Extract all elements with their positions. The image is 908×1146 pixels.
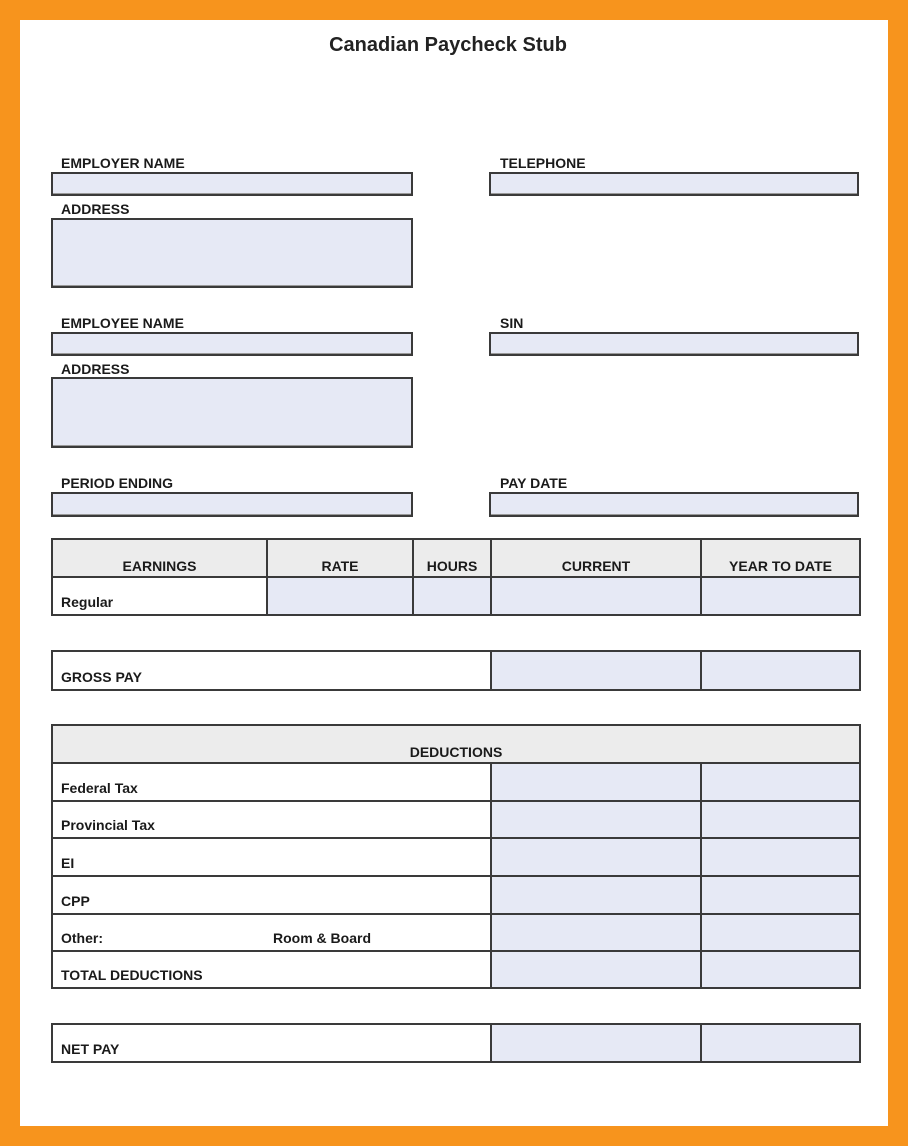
table-row <box>52 651 860 690</box>
employee-name-label: EMPLOYEE NAME <box>61 315 184 331</box>
hours-header: HOURS <box>413 539 491 577</box>
period-ending-label: PERIOD ENDING <box>61 475 174 491</box>
total-deductions-current-field[interactable] <box>491 951 701 988</box>
regular-ytd-field[interactable] <box>701 577 860 615</box>
other-value: Room & Board <box>273 930 371 946</box>
table-row <box>52 801 860 838</box>
sin-field[interactable] <box>489 332 859 356</box>
other-current-field[interactable] <box>491 914 701 951</box>
table-row <box>52 1024 860 1062</box>
ei-ytd-field[interactable] <box>701 838 860 876</box>
earnings-header-row <box>52 539 860 577</box>
employer-name-label: EMPLOYER NAME <box>61 155 185 171</box>
gross-pay-table <box>51 650 861 691</box>
current-header: CURRENT <box>491 539 701 577</box>
cpp-ytd-field[interactable] <box>701 876 860 914</box>
gross-pay-current-field[interactable] <box>491 651 701 690</box>
other-deduction-cell <box>52 914 491 951</box>
table-row <box>52 876 860 914</box>
telephone-label: TELEPHONE <box>500 155 586 171</box>
earnings-table <box>51 538 861 616</box>
table-row <box>52 763 860 801</box>
ei-current-field[interactable] <box>491 838 701 876</box>
regular-label: Regular <box>52 577 267 615</box>
table-row <box>52 914 860 951</box>
period-ending-field[interactable] <box>51 492 413 517</box>
federal-tax-current-field[interactable] <box>491 763 701 801</box>
employee-address-label: ADDRESS <box>61 361 130 377</box>
provincial-tax-ytd-field[interactable] <box>701 801 860 838</box>
other-ytd-field[interactable] <box>701 914 860 951</box>
provincial-tax-label: Provincial Tax <box>52 801 491 838</box>
net-pay-table <box>51 1023 861 1063</box>
gross-pay-ytd-field[interactable] <box>701 651 860 690</box>
deductions-header-row <box>52 725 860 763</box>
pay-date-label: PAY DATE <box>500 475 568 491</box>
table-row <box>52 577 860 615</box>
net-pay-current-field[interactable] <box>491 1024 701 1062</box>
net-pay-ytd-field[interactable] <box>701 1024 860 1062</box>
cpp-current-field[interactable] <box>491 876 701 914</box>
federal-tax-ytd-field[interactable] <box>701 763 860 801</box>
earnings-header: EARNINGS <box>52 539 267 577</box>
employee-name-field[interactable] <box>51 332 413 356</box>
ytd-header: YEAR TO DATE <box>701 539 860 577</box>
regular-rate-field[interactable] <box>267 577 413 615</box>
deductions-header: DEDUCTIONS <box>52 725 860 763</box>
total-deductions-ytd-field[interactable] <box>701 951 860 988</box>
total-deductions-label: TOTAL DEDUCTIONS <box>52 951 491 988</box>
other-label: Other: <box>61 930 103 946</box>
employer-address-label: ADDRESS <box>61 201 130 217</box>
sin-label: SIN <box>500 315 524 331</box>
rate-header: RATE <box>267 539 413 577</box>
cpp-label: CPP <box>52 876 491 914</box>
deductions-table <box>51 724 861 989</box>
employer-name-field[interactable] <box>51 172 413 196</box>
federal-tax-label: Federal Tax <box>52 763 491 801</box>
net-pay-label: NET PAY <box>52 1024 491 1062</box>
ei-label: EI <box>52 838 491 876</box>
employee-address-field[interactable] <box>51 377 413 448</box>
table-row <box>52 951 860 988</box>
regular-hours-field[interactable] <box>413 577 491 615</box>
gross-pay-label: GROSS PAY <box>52 651 491 690</box>
page-title: Canadian Paycheck Stub <box>329 34 567 56</box>
table-row <box>52 838 860 876</box>
telephone-field[interactable] <box>489 172 859 196</box>
pay-date-field[interactable] <box>489 492 859 517</box>
provincial-tax-current-field[interactable] <box>491 801 701 838</box>
employer-address-field[interactable] <box>51 218 413 288</box>
regular-current-field[interactable] <box>491 577 701 615</box>
